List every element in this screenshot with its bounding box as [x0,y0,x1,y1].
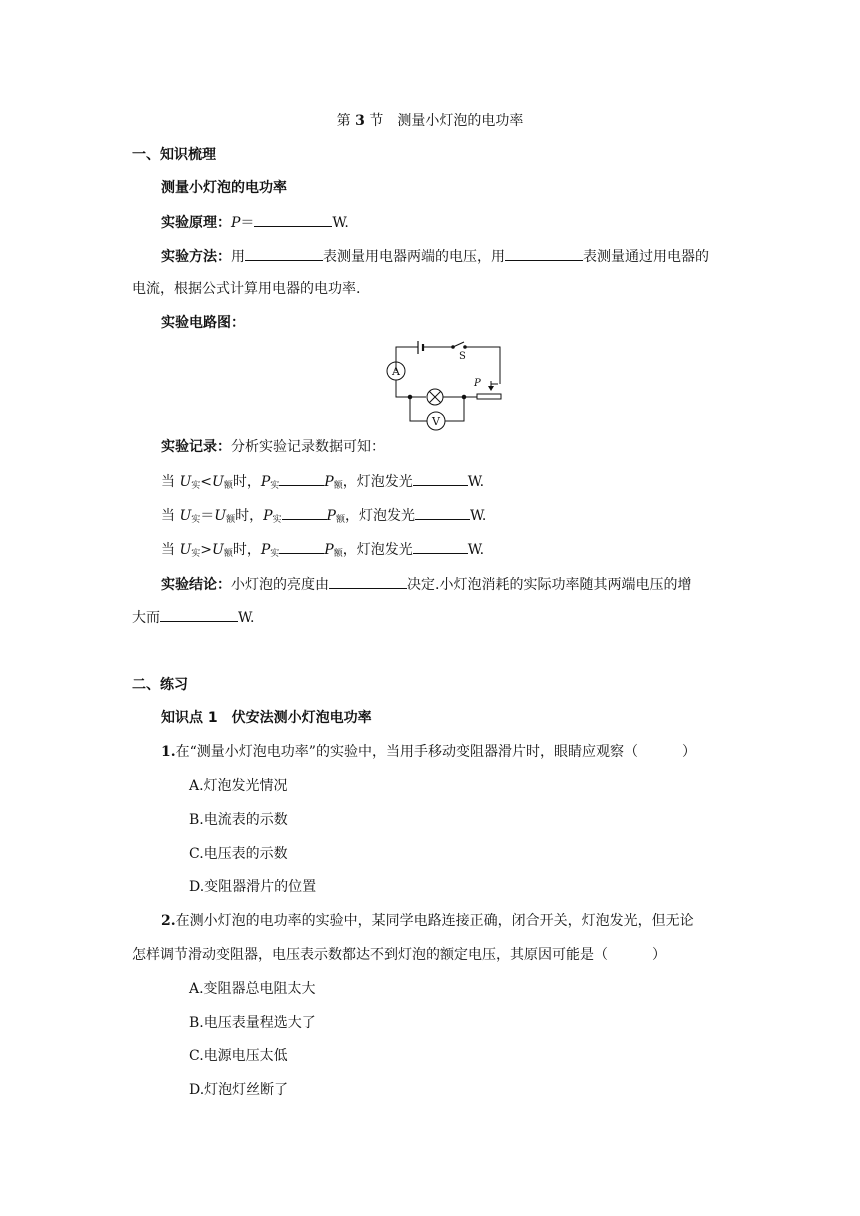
answer-blank[interactable] [413,471,468,486]
question-2 [161,911,694,931]
ammeter-label: A [392,365,400,378]
question-text: 在“测量小灯泡电功率”的实验中，当用手移动变阻器滑片时，眼睛应观察（ [175,744,638,760]
record-label: 实验记录： [161,439,231,455]
principle-line [161,212,349,233]
answer-blank[interactable] [329,574,407,589]
title-number: 3 [355,113,365,129]
wire-top-right [465,347,500,384]
method-line-2: 电流，根据公式计算用电器的电功率. [132,281,361,297]
wire-voltmeter-left [410,397,427,421]
option-d[interactable]: D.灯泡灯丝断了 [189,1082,289,1098]
switch-label: S [459,351,466,362]
slider-arrowhead-icon [488,386,494,391]
method-line [161,246,709,267]
question-number: 2. [161,913,176,929]
section1-heading: 一、知识梳理 [132,147,216,163]
option-b[interactable]: B.电压表量程选大了 [189,1015,316,1031]
question-text: 在测小灯泡的电功率的实验中，某同学电路连接正确，闭合开关，灯泡发光，但无论 [175,913,694,929]
option-a[interactable]: A.变阻器总电阻太大 [189,981,316,997]
option-b[interactable]: B.电流表的示数 [189,812,288,828]
method-text-2: 表测量用电器两端的电压，用 [323,249,505,265]
section1-subheading: 测量小灯泡的电功率 [161,180,287,196]
answer-blank[interactable] [505,246,583,261]
answer-blank[interactable] [254,212,332,227]
method-text-3: 表测量通过用电器的 [583,249,709,265]
answer-blank[interactable] [279,471,324,486]
case-row: 当 $U_实=U_额$时，$P_实$ $P_额$，灯泡发光 W. [161,505,486,530]
option-c[interactable]: C.电源电压太低 [189,1048,288,1064]
rheostat-icon [477,394,501,399]
answer-blank[interactable] [279,539,324,554]
case-row: 当 $U_实>U_额$时，$P_实$ $P_额$，灯泡发光 W. [161,539,484,564]
question-number: 1. [161,744,176,760]
method-label: 实验方法： [161,249,231,265]
answer-blank[interactable] [415,505,470,520]
switch-blade-icon [453,342,464,347]
conclusion-line: 实验结论：小灯泡的亮度由 决定.小灯泡消耗的实际功率随其两端电压的增 [161,574,691,595]
option-a[interactable]: A.灯泡发光情况 [189,778,288,794]
principle-variable: P [231,215,241,231]
answer-blank[interactable] [245,246,323,261]
principle-unit: W. [332,215,349,231]
circuit-label: 实验电路图： [161,315,245,331]
option-d[interactable]: D.变阻器滑片的位置 [189,879,317,895]
title-text: 节 测量小灯泡的电功率 [369,113,524,129]
wire-left-down [396,380,410,397]
question-1: 1.在“测量小灯泡电功率”的实验中，当用手移动变阻器滑片时，眼睛应观察（ ） [161,744,696,760]
method-text-1: 用 [231,249,245,265]
wire-voltmeter-right [445,397,464,421]
principle-label: 实验原理： [161,215,231,231]
answer-blank[interactable] [282,505,327,520]
question-2-line-2: 怎样调节滑动变阻器，电压表示数都达不到灯泡的额定电压，其原因可能是（ ） [132,947,666,963]
page-title [0,111,860,131]
circuit-diagram [382,337,508,433]
answer-blank[interactable] [160,607,238,622]
conclusion-label: 实验结论： [161,577,231,593]
slider-label: P [474,378,481,389]
record-line [161,437,385,457]
conclusion-line-2: 大而 W. [132,607,254,628]
voltmeter-label: V [432,415,440,428]
knowledge-point-heading: 知识点 1 伏安法测小灯泡电功率 [161,710,372,726]
section2-heading: 二、练习 [132,677,188,693]
principle-equals: ＝ [240,215,255,231]
option-c[interactable]: C.电压表的示数 [189,846,288,862]
answer-blank[interactable] [413,539,468,554]
record-text: 分析实验记录数据可知： [231,439,385,455]
case-row: 当 $U_实<U_额$时，$P_实$ $P_额$，灯泡发光 W. [161,471,484,496]
title-prefix: 第 [336,113,351,129]
